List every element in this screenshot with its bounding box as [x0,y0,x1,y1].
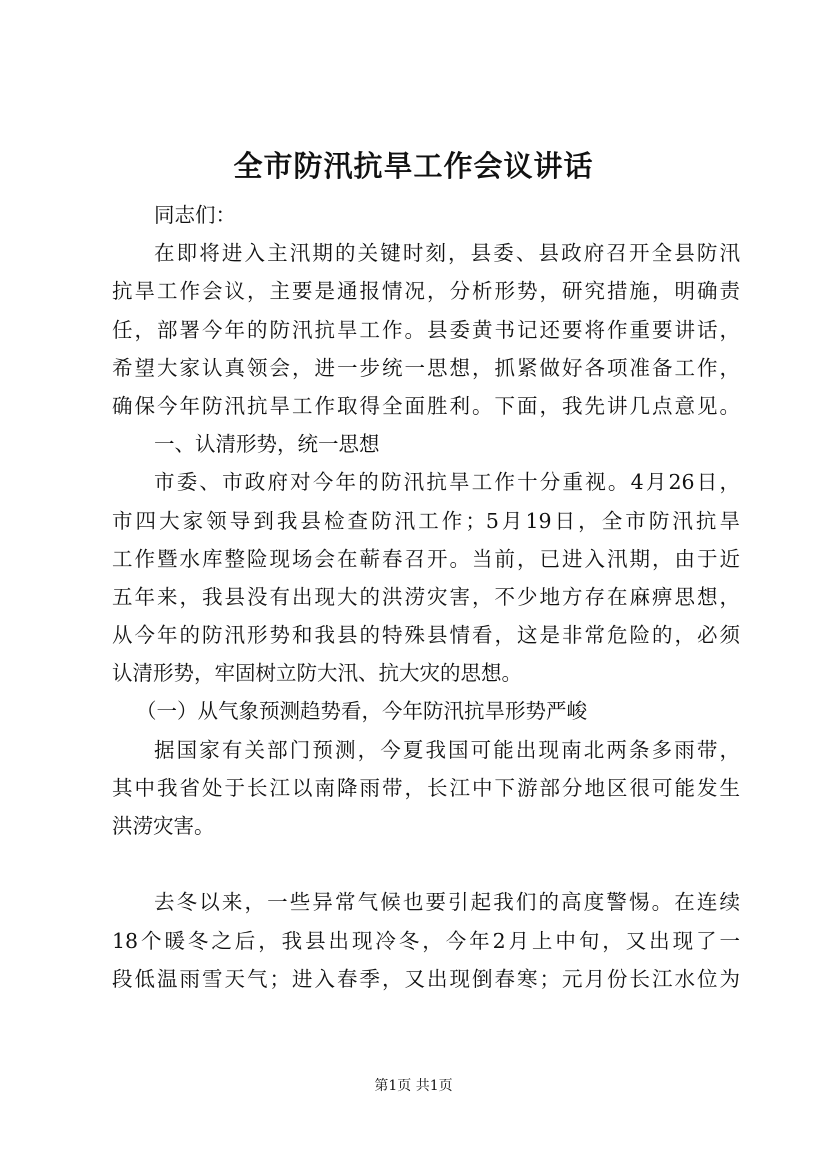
salutation-line: 同志们： [154,203,236,227]
paragraph-line: 希望大家认真领会，进一步统一思想，抓紧做好各项准备工作， [112,355,740,380]
paragraph-line: 18个暖冬之后，我县出现冷冬，今年2月上中旬，又出现了一 [112,928,740,953]
page-footer: 第1页 共1页 [374,1078,453,1094]
paragraph-line: 从今年的防汛形势和我县的特殊县情看，这是非常危险的，必须 [112,623,740,648]
paragraph-line: 确保今年防汛抗旱工作取得全面胜利。下面，我先讲几点意见。 [112,393,740,418]
paragraph-line: 抗旱工作会议，主要是通报情况，分析形势，研究措施，明确责 [112,279,740,304]
paragraph-line: 工作暨水库整险现场会在蕲春召开。当前，已进入汛期，由于近 [112,546,740,571]
paragraph-line: 段低温雨雪天气；进入春季，又出现倒春寒；元月份长江水位为 [112,966,740,991]
paragraph-line: 任，部署今年的防汛抗旱工作。县委黄书记还要将作重要讲话， [112,317,740,342]
paragraph-line: 在即将进入主汛期的关键时刻，县委、县政府召开全县防汛 [154,241,740,266]
document-title: 全市防汛抗旱工作会议讲话 [233,149,594,183]
document-body [112,196,740,998]
subsection-heading: （一）从气象预测趋势看，今年防汛抗旱形势严峻 [136,699,587,724]
paragraph-line: 五年来，我县没有出现大的洪涝灾害，不少地方存在麻痹思想， [112,584,740,609]
paragraph-line: 洪涝灾害。 [112,814,215,838]
section-heading: 一、认清形势，统一思想 [154,432,380,457]
paragraph-line: 据国家有关部门预测，今夏我国可能出现南北两条多雨带， [154,737,740,762]
blank-line [112,845,740,883]
paragraph-line: 市委、市政府对今年的防汛抗旱工作十分重视。4月26日， [154,470,740,495]
paragraph-line: 认清形势，牢固树立防大汛、抗大灾的思想。 [112,661,522,686]
paragraph-line: 去冬以来，一些异常气候也要引起我们的高度警惕。在连续 [154,890,740,915]
paragraph-line: 其中我省处于长江以南降雨带，长江中下游部分地区很可能发生 [112,775,740,800]
paragraph-line: 市四大家领导到我县检查防汛工作；5月19日，全市防汛抗旱 [112,508,740,533]
